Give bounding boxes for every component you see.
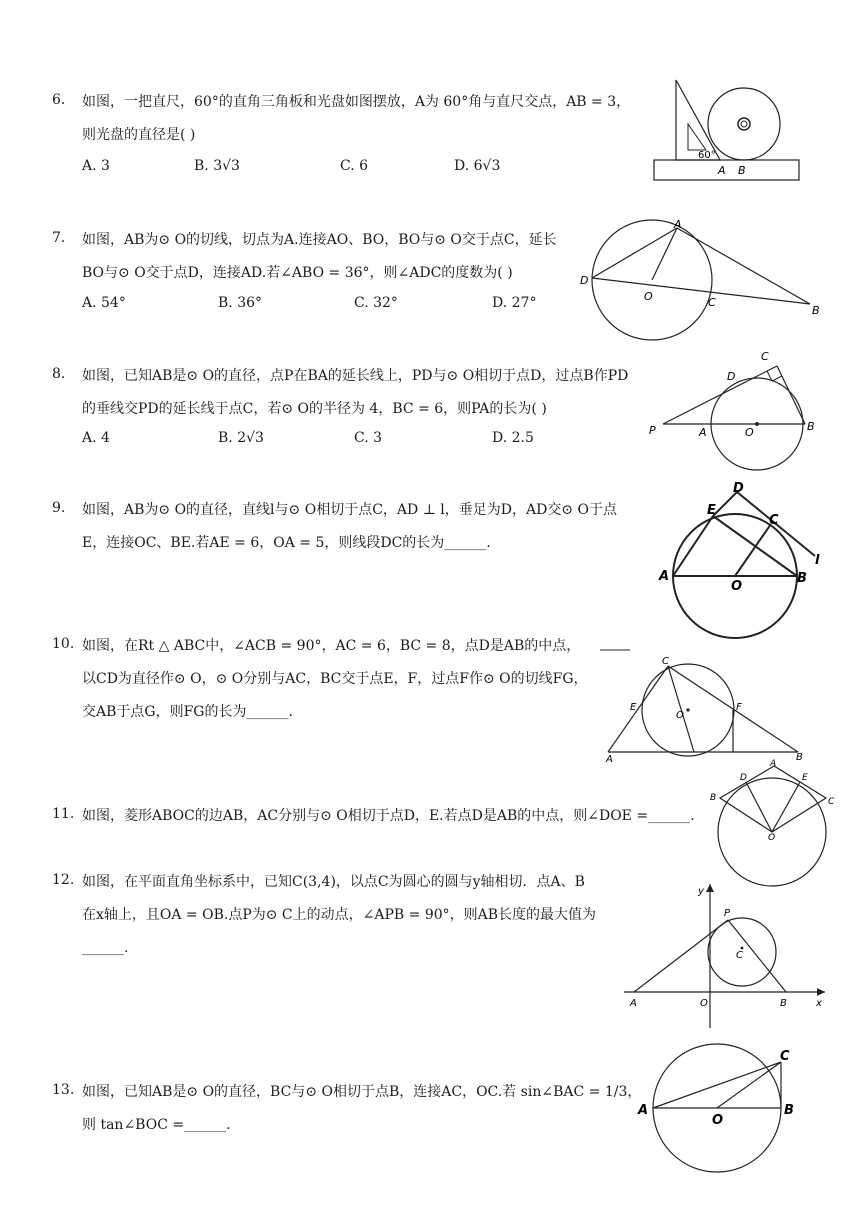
fig-label-b: B — [796, 752, 803, 763]
question-line: 如图，在Rt △ ABC中，∠ACB = 90°，AC = 6，BC = 8，点D是AB的中点， — [82, 638, 581, 654]
question-line: 交AB于点G，则FG的长为______. — [82, 704, 293, 720]
fig-label-c: C — [780, 1049, 790, 1064]
fig-label-b: B — [812, 304, 820, 317]
option-d[interactable]: D. 6√3 — [454, 158, 501, 174]
question-number: 9. — [52, 500, 66, 516]
question-line: 则光盘的直径是( ) — [82, 127, 196, 143]
fig-label-a: A — [770, 759, 777, 769]
fig-label-b: B — [784, 1103, 794, 1118]
option-a[interactable]: A. 3 — [82, 158, 110, 174]
fig-label-y: y — [698, 886, 704, 897]
figure-q7 — [578, 218, 828, 346]
question-number: 13. — [52, 1082, 75, 1098]
question-line: 如图，菱形ABOC的边AB，AC分别与⊙ O相切于点D，E.若点D是AB的中点，则∠DOE =______. — [82, 808, 695, 824]
option-a[interactable]: A. 54° — [82, 295, 126, 311]
fig-label-o: O — [700, 998, 708, 1009]
question-line: 如图，AB为⊙ O的切线，切点为A.连接AO、BO，BO与⊙ O交于点C，延长 — [82, 232, 557, 248]
question-text — [82, 224, 582, 290]
answer-options — [82, 158, 582, 188]
question-line: 如图，一把直尺，60°的直角三角板和光盘如图摆放，A为 60°角与直尺交点，AB = 3， — [82, 94, 631, 110]
option-b[interactable]: B. 3√3 — [194, 158, 240, 174]
fig-label-o: O — [768, 833, 776, 843]
fig-label-l: l — [815, 553, 820, 568]
option-b[interactable]: B. 36° — [218, 295, 263, 311]
fig-label-a: A — [718, 164, 726, 177]
fig-label-e: E — [707, 503, 716, 518]
question-line: BO与⊙ O交于点D，连接AD.若∠ABO = 36°，则∠ADC的度数为( ) — [82, 265, 513, 281]
fig-label-o: O — [676, 710, 684, 721]
question-text — [82, 630, 602, 729]
option-c[interactable]: C. 6 — [340, 158, 369, 174]
question-line: 则 tan∠BOC =______. — [82, 1117, 231, 1133]
fig-label-f: F — [736, 702, 742, 713]
option-b[interactable]: B. 2√3 — [218, 430, 264, 446]
option-a[interactable]: A. 4 — [82, 430, 110, 446]
fig-label-d: D — [740, 773, 747, 783]
answer-options — [82, 295, 562, 325]
fig-label-b: B — [780, 998, 787, 1009]
question-line: 以CD为直径作⊙ O，⊙ O分别与AC，BC交于点E，F，过点F作⊙ O的切线FG， — [82, 671, 588, 687]
question-number: 12. — [52, 872, 75, 888]
figure-q9 — [655, 478, 830, 628]
fig-label-c: C — [761, 350, 769, 363]
figure-q10 — [598, 638, 808, 764]
figure-q12 — [620, 880, 835, 1032]
fig-label-a: A — [659, 569, 670, 584]
question-text — [82, 1076, 642, 1142]
question-number: 8. — [52, 366, 66, 382]
question-line: 如图，已知AB是⊙ O的直径，BC与⊙ O相切于点B，连接AC，OC.若 sin∠BAC = 1/3， — [82, 1084, 642, 1100]
fig-label-e: E — [802, 773, 808, 783]
fig-label-c: C — [736, 950, 743, 961]
answer-options — [82, 430, 562, 460]
fig-label-b: B — [738, 164, 746, 177]
fig-label-a: A — [699, 426, 707, 439]
figure-q6 — [652, 76, 802, 184]
fig-label-o: O — [644, 290, 653, 303]
question-text — [82, 800, 702, 833]
fig-label-c: C — [769, 513, 779, 528]
option-d[interactable]: D. 2.5 — [492, 430, 534, 446]
fig-label-b: B — [807, 420, 815, 433]
fig-label-b: B — [710, 793, 717, 803]
question-number: 7. — [52, 230, 66, 246]
question-line: E，连接OC、BE.若AE = 6，OA = 5，则线段DC的长为______. — [82, 535, 491, 551]
fig-label-a: A — [674, 218, 682, 231]
question-number: 10. — [52, 636, 75, 652]
fig-label-d: D — [580, 274, 589, 287]
fig-label-e: E — [630, 702, 637, 713]
fig-label-a: A — [638, 1103, 649, 1118]
fig-label-c: C — [662, 656, 669, 667]
question-line: ______. — [82, 940, 129, 956]
question-line: 的垂线交PD的延长线于点C，若⊙ O的半径为 4，BC = 6，则PA的长为( ) — [82, 401, 547, 417]
question-number: 6. — [52, 92, 66, 108]
question-number: 11. — [52, 806, 75, 822]
figure-q11 — [706, 756, 838, 886]
figure-q8 — [645, 346, 825, 472]
question-line: 在x轴上，且OA = OB.点P为⊙ C上的动点，∠APB = 90°，则AB长度的最大值为 — [82, 907, 597, 923]
question-text — [82, 360, 642, 426]
fig-label-a: A — [606, 754, 613, 765]
fig-label-d: D — [733, 481, 744, 496]
fig-label: 60° — [698, 150, 716, 161]
figure-q13 — [636, 1040, 806, 1174]
option-c[interactable]: C. 32° — [354, 295, 398, 311]
option-d[interactable]: D. 27° — [492, 295, 537, 311]
question-text — [82, 866, 622, 965]
fig-label-d: D — [727, 370, 736, 383]
question-text — [82, 494, 642, 560]
fig-label-p: P — [649, 424, 656, 437]
option-c[interactable]: C. 3 — [354, 430, 383, 446]
question-line: 如图，AB为⊙ O的直径，直线l与⊙ O相切于点C，AD ⊥ l，垂足为D，AD交⊙ O于点 — [82, 502, 617, 518]
fig-label-a: A — [630, 998, 637, 1009]
fig-label-p: P — [724, 908, 731, 919]
question-text — [82, 86, 642, 152]
fig-label-b: B — [797, 571, 807, 586]
question-line: 如图，在平面直角坐标系中，已知C(3,4)，以点C为圆心的圆与y轴相切．点A、B — [82, 874, 585, 890]
fig-label-c: C — [828, 797, 835, 807]
fig-label-x: x — [816, 998, 822, 1009]
fig-label-o: O — [731, 579, 743, 594]
fig-label-c: C — [708, 296, 716, 309]
fig-label-o: O — [712, 1113, 724, 1128]
question-line: 如图，已知AB是⊙ O的直径，点P在BA的延长线上，PD与⊙ O相切于点D，过点B作PD — [82, 368, 629, 384]
fig-label-o: O — [745, 426, 754, 439]
